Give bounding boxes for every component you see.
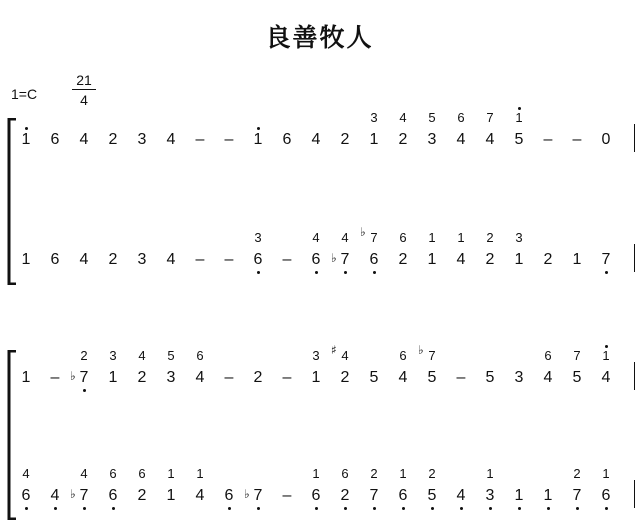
chord-note: 6 <box>544 348 552 363</box>
chord-note: 1 <box>486 466 494 481</box>
note-digit: 3 <box>485 487 495 504</box>
octave-dot-below <box>257 271 260 274</box>
time-signature <box>72 72 96 108</box>
note-digit: 1 <box>572 251 582 268</box>
octave-dot-below <box>344 271 347 274</box>
note-digit: 1 <box>253 131 263 148</box>
note-digit: 6 <box>21 487 31 504</box>
note-digit: 3 <box>166 369 176 386</box>
octave-dot-below <box>605 507 608 510</box>
note-digit: 7 <box>79 369 89 386</box>
note-digit: 7 <box>253 487 263 504</box>
note-digit: 6 <box>108 487 118 504</box>
chord-note: 4 <box>312 230 320 245</box>
dash-note: – <box>224 251 234 268</box>
chord-note: 1 <box>515 110 523 125</box>
barline <box>634 244 635 272</box>
note-digit: 5 <box>427 487 437 504</box>
dash-note: – <box>282 369 292 386</box>
chord-note: 2 <box>486 230 494 245</box>
chord-note: 1 <box>167 466 175 481</box>
accidental: ♭ <box>70 369 76 383</box>
chord-note: 2 <box>573 466 581 481</box>
note-digit: 1 <box>21 251 31 268</box>
note-digit: 2 <box>340 369 350 386</box>
note-digit: 4 <box>456 131 466 148</box>
chord-note: 6 <box>341 466 349 481</box>
note-digit: 1 <box>514 251 524 268</box>
chord-note: 1 <box>399 466 407 481</box>
octave-dot-below <box>228 507 231 510</box>
note-digit: 6 <box>311 487 321 504</box>
chord-note: 6 <box>138 466 146 481</box>
dash-note: – <box>224 131 234 148</box>
barline <box>634 124 635 152</box>
note-digit: 4 <box>166 131 176 148</box>
note-digit: 7 <box>572 487 582 504</box>
chord-note: 6 <box>196 348 204 363</box>
chord-note: 7 <box>370 230 378 245</box>
time-signature-top: 21 <box>76 72 92 88</box>
chord-note: 1 <box>312 466 320 481</box>
note-digit: 5 <box>572 369 582 386</box>
chord-note: 1 <box>457 230 465 245</box>
note-digit: 1 <box>21 369 31 386</box>
accidental: ♯ <box>331 343 337 357</box>
note-digit: 4 <box>195 487 205 504</box>
chord-note: 5 <box>167 348 175 363</box>
octave-dot-below <box>402 507 405 510</box>
barline <box>634 362 635 390</box>
chord-note: 6 <box>399 348 407 363</box>
octave-dot-above <box>257 127 260 130</box>
note-digit: 6 <box>253 251 263 268</box>
chord-note: 5 <box>428 110 436 125</box>
dash-note: – <box>282 487 292 504</box>
octave-dot-below <box>257 507 260 510</box>
chord-note: 2 <box>428 466 436 481</box>
note-digit: 5 <box>427 369 437 386</box>
chord-note: 6 <box>109 466 117 481</box>
dash-note: – <box>224 369 234 386</box>
dash-note: – <box>195 251 205 268</box>
octave-dot-below <box>518 507 521 510</box>
chord-note: 6 <box>457 110 465 125</box>
chord-note: 4 <box>399 110 407 125</box>
time-signature-line <box>72 89 96 90</box>
note-digit: 5 <box>485 369 495 386</box>
note-digit: 2 <box>398 251 408 268</box>
octave-dot-below <box>605 271 608 274</box>
song-title: 良善牧人 <box>265 23 374 52</box>
note-digit: 4 <box>456 487 466 504</box>
note-digit: 6 <box>50 251 60 268</box>
octave-dot-below <box>344 507 347 510</box>
note-digit: 4 <box>311 131 321 148</box>
accidental: ♭ <box>360 225 366 239</box>
note-digit: 2 <box>108 131 118 148</box>
note-digit: 6 <box>398 487 408 504</box>
note-digit: 4 <box>79 251 89 268</box>
dash-note: – <box>456 369 466 386</box>
note-digit: 4 <box>79 131 89 148</box>
note-digit: 3 <box>137 131 147 148</box>
chord-note: 3 <box>312 348 320 363</box>
note-digit: 4 <box>166 251 176 268</box>
accidental: ♭ <box>70 487 76 501</box>
octave-dot-below <box>373 271 376 274</box>
note-digit: 7 <box>79 487 89 504</box>
chord-note: 4 <box>138 348 146 363</box>
chord-note: 7 <box>573 348 581 363</box>
chord-note: 4 <box>341 230 349 245</box>
note-digit: 6 <box>282 131 292 148</box>
octave-dot-below <box>25 507 28 510</box>
note-digit: 2 <box>543 251 553 268</box>
note-digit: 1 <box>21 131 31 148</box>
note-digit: 4 <box>195 369 205 386</box>
dash-note: – <box>543 131 553 148</box>
note-digit: 4 <box>485 131 495 148</box>
chord-note: 4 <box>80 466 88 481</box>
note-digit: 5 <box>369 369 379 386</box>
note-digit: 1 <box>369 131 379 148</box>
accidental: ♭ <box>244 487 250 501</box>
chord-note: 3 <box>515 230 523 245</box>
octave-dot-below <box>112 507 115 510</box>
octave-dot-below <box>547 507 550 510</box>
note-digit: 4 <box>543 369 553 386</box>
octave-dot-below <box>576 507 579 510</box>
accidental: ♭ <box>331 251 337 265</box>
chord-note: 1 <box>602 348 610 363</box>
note-digit: 6 <box>224 487 234 504</box>
octave-dot-below <box>83 507 86 510</box>
note-digit: 2 <box>137 487 147 504</box>
dash-note: – <box>282 251 292 268</box>
note-digit: 3 <box>514 369 524 386</box>
octave-dot-below <box>431 507 434 510</box>
note-digit: 2 <box>398 131 408 148</box>
note-digit: 4 <box>50 487 60 504</box>
dash-note: – <box>195 131 205 148</box>
note-digit: 5 <box>514 131 524 148</box>
octave-dot-below <box>489 507 492 510</box>
note-digit: 2 <box>340 131 350 148</box>
note-digit: 6 <box>311 251 321 268</box>
chord-note: 1 <box>602 466 610 481</box>
note-digit: 1 <box>311 369 321 386</box>
note-digit: 4 <box>398 369 408 386</box>
note-digit: 2 <box>340 487 350 504</box>
octave-dot-above <box>605 345 608 348</box>
chord-note: 6 <box>399 230 407 245</box>
chord-note: 3 <box>370 110 378 125</box>
note-digit: 1 <box>108 369 118 386</box>
octave-dot-below <box>315 507 318 510</box>
note-digit: 1 <box>514 487 524 504</box>
dash-note: – <box>50 369 60 386</box>
chord-note: 2 <box>370 466 378 481</box>
note-digit: 4 <box>601 369 611 386</box>
note-digit: 0 <box>601 131 611 148</box>
key-signature: 1=C <box>11 86 38 102</box>
octave-dot-below <box>460 507 463 510</box>
chord-note: 3 <box>109 348 117 363</box>
note-digit: 7 <box>601 251 611 268</box>
octave-dot-below <box>373 507 376 510</box>
octave-dot-below <box>315 271 318 274</box>
time-signature-bottom: 4 <box>80 92 88 108</box>
note-digit: 4 <box>456 251 466 268</box>
note-digit: 1 <box>427 251 437 268</box>
octave-dot-below <box>83 389 86 392</box>
note-digit: 2 <box>108 251 118 268</box>
chord-note: 4 <box>22 466 30 481</box>
accidental: ♭ <box>418 343 424 357</box>
octave-dot-above <box>518 107 521 110</box>
dash-note: – <box>572 131 582 148</box>
note-digit: 3 <box>137 251 147 268</box>
note-digit: 7 <box>340 251 350 268</box>
note-digit: 3 <box>427 131 437 148</box>
chord-note: 3 <box>254 230 262 245</box>
note-digit: 7 <box>369 487 379 504</box>
note-digit: 1 <box>543 487 553 504</box>
chord-note: 4 <box>341 348 349 363</box>
octave-dot-above <box>25 127 28 130</box>
note-digit: 6 <box>601 487 611 504</box>
note-digit: 6 <box>369 251 379 268</box>
note-digit: 2 <box>253 369 263 386</box>
chord-note: 1 <box>428 230 436 245</box>
note-digit: 6 <box>50 131 60 148</box>
chord-note: 1 <box>196 466 204 481</box>
chord-note: 7 <box>428 348 436 363</box>
note-digit: 2 <box>137 369 147 386</box>
chord-note: 7 <box>486 110 494 125</box>
bracket-line <box>9 119 16 284</box>
note-digit: 1 <box>166 487 176 504</box>
barline <box>634 480 635 508</box>
chord-note: 2 <box>80 348 88 363</box>
octave-dot-below <box>54 507 57 510</box>
note-digit: 2 <box>485 251 495 268</box>
bracket-line <box>9 351 16 519</box>
